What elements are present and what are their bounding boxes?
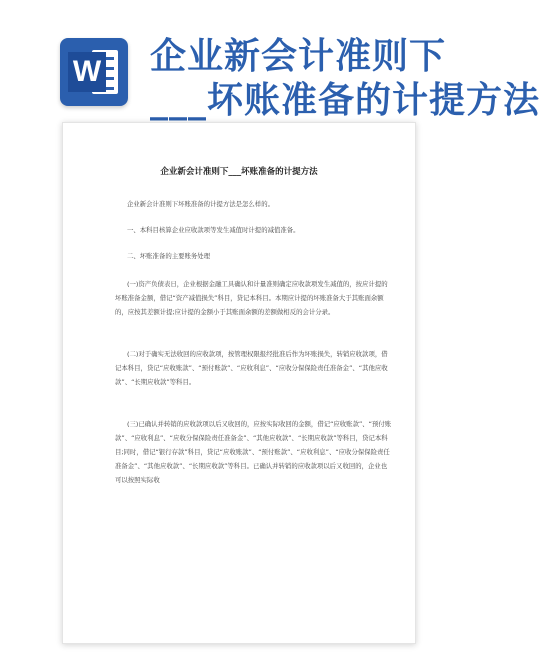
paragraph-item-3: (三)已确认并转销的应收款项以后又收回的，应按实际收回的金额，借记“应收账款”、“预付账款”、“应收利息”、“应收分保保险责任准备金”、“其他应收款”、“长期应收款”等科目，贷记本科目;同时，借记“银行存款”科目，贷记“应收账款”、“预付账款”、“应收利息”、“应收分保保险责任准备金”、“其他应收款”、“长期应收款”等科目。已确认并转销的应收款项以后又收回的，企业也可以按照实际收	[115, 420, 392, 484]
paragraph-item-2: (二)对于确实无法收回的应收款项，按管理权限报经批准后作为坏账损失，转销应收款项，借记本科目，贷记“应收账款”、“预付账款”、“应收利息”、“应收分保保险责任准备金”、“其他应收款”、“长期应收款”等科目。	[115, 350, 388, 386]
header-title-line1: 企业新会计准则下	[150, 36, 447, 77]
document-page	[62, 122, 416, 644]
paragraph-section-1: 一、本科目核算企业应收款项等发生减值时计提的减值准备。	[127, 226, 300, 234]
document-title: 企业新会计准则下___坏账准备的计提方法	[160, 167, 318, 177]
word-letter-icon: W	[68, 52, 106, 92]
paragraph-section-2: 二、坏账准备的主要账务处理	[127, 252, 211, 260]
word-app-icon	[60, 38, 128, 106]
header-title-line2: ___坏账准备的计提方法	[150, 80, 540, 121]
paragraph-intro: 企业新会计准则下坏账准备的计提方法是怎么样的。	[127, 200, 274, 208]
paragraph-item-1: (一)资产负债表日，企业根据金融工具确认和计量准则确定应收款项发生减值的，按应计提的坏账准备金额，借记“资产减值损失”科目，贷记本科目。本期应计提的坏账准备大于其账面余额的，应按其差额计提;应计提的金额小于其账面余额的差额做相反的会计分录。	[115, 280, 388, 316]
